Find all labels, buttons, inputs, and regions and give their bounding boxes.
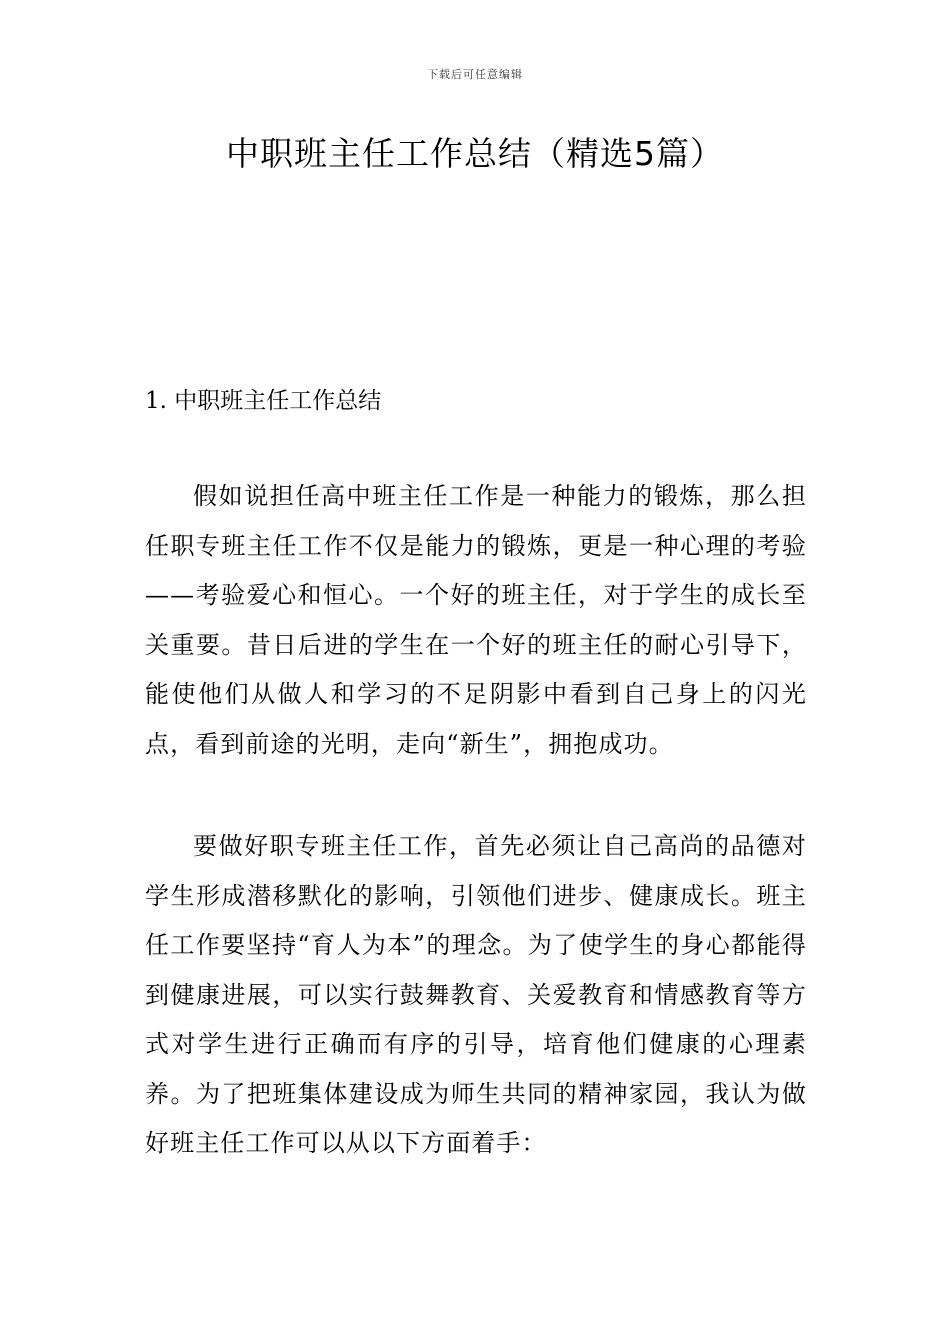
- document-title: 中职班主任工作总结（精选5篇）: [226, 134, 724, 173]
- header-note: 下载后可任意编辑: [427, 68, 523, 81]
- body-paragraph-1: 假如说担任高中班主任工作是一种能力的锻炼，那么担任职专班主任工作不仅是能力的锻炼，更是一种心理的考验——考验爱心和恒心。一个好的班主任，对于学生的成长至关重要。昔日后进的学生在一个好的班主任的耐心引导下，能使他们从做人和学习的不足阴影中看到自己身上的闪光点，看到前途的光明，走向“新生”，拥抱成功。: [145, 482, 807, 758]
- body-paragraph-2: 要做好职专班主任工作，首先必须让自己高尚的品德对学生形成潜移默化的影响，引领他们进步、健康成长。班主任工作要坚持“育人为本”的理念。为了使学生的身心都能得到健康进展，可以实行鼓舞教育、关爱教育和情感教育等方式对学生进行正确而有序的引导，培育他们健康的心理素养。为了把班集体建设成为师生共同的精神家园，我认为做好班主任工作可以从以下方面着手：: [145, 832, 807, 1157]
- section-heading: 1. 中职班主任工作总结: [145, 388, 382, 414]
